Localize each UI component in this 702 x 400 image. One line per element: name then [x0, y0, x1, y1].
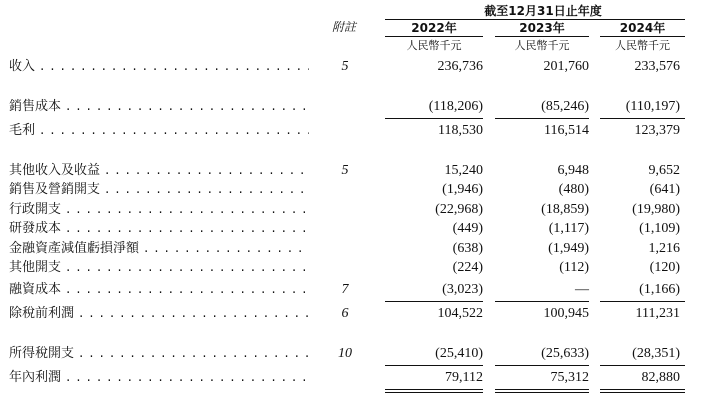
row-label-rnd-costs: 研發成本 . . .: [9, 220, 309, 238]
value-profit-for-year-2024: 82,880: [641, 370, 680, 385]
value-income-tax-2023: (25,633): [541, 346, 589, 361]
value-impairment-2022: (638): [452, 241, 483, 256]
value-admin-expenses-2022: (22,968): [435, 202, 483, 217]
row-label-cost-of-sales: 銷售成本 . . .: [9, 98, 309, 116]
value-other-income-2024: 9,652: [648, 163, 680, 178]
value-profit-before-tax-2024: 111,231: [635, 306, 680, 321]
subtotal-rule-2022: [385, 118, 483, 119]
unit-label-2022: 人民幣千元: [406, 39, 462, 52]
value-profit-before-tax-2022: 104,522: [437, 306, 483, 321]
value-revenue-2022: 236,736: [437, 59, 483, 74]
row-label-other-income: 其他收入及收益 . . .: [9, 162, 309, 180]
row-note-finance-costs: 7: [341, 282, 349, 297]
subtotal-rule-2022: [385, 301, 483, 302]
value-impairment-2023: (1,949): [548, 241, 589, 256]
subtotal-rule-2023: [495, 118, 589, 119]
value-revenue-2024: 233,576: [634, 59, 680, 74]
value-rnd-costs-2022: (449): [452, 221, 483, 236]
value-profit-for-year-2023: 75,312: [550, 370, 589, 385]
value-other-expenses-2024: (120): [649, 260, 680, 275]
subtotal-rule-2024: [600, 301, 685, 302]
row-label-impairment: 金融資產減值虧損淨額 . . .: [9, 240, 309, 258]
value-cost-of-sales-2024: (110,197): [625, 99, 680, 114]
double-rule-2022-upper: [385, 389, 483, 390]
year-header-2024: 2024年: [619, 21, 666, 35]
value-admin-expenses-2023: (18,859): [541, 202, 589, 217]
value-finance-costs-2024: (1,166): [639, 282, 680, 297]
year-rule-2022: [385, 36, 483, 37]
header-rule: [385, 19, 685, 20]
row-label-admin-expenses: 行政開支 . . .: [9, 201, 309, 219]
value-cost-of-sales-2023: (85,246): [541, 99, 589, 114]
row-label-gross-profit: 毛利 . . .: [9, 122, 309, 140]
subtotal-rule-2023: [495, 365, 589, 366]
subtotal-rule-2024: [600, 365, 685, 366]
year-header-2023: 2023年: [519, 21, 565, 35]
row-note-profit-before-tax: 6: [341, 306, 349, 321]
row-label-finance-costs: 融資成本 . . .: [9, 281, 309, 299]
value-gross-profit-2022: 118,530: [438, 123, 483, 138]
value-gross-profit-2023: 116,514: [544, 123, 589, 138]
double-rule-2024-upper: [600, 389, 685, 390]
subtotal-rule-2023: [495, 301, 589, 302]
value-profit-for-year-2022: 79,112: [445, 370, 483, 385]
double-rule-2022-lower: [385, 392, 483, 393]
value-income-tax-2022: (25,410): [435, 346, 483, 361]
value-gross-profit-2024: 123,379: [634, 123, 680, 138]
double-rule-2023-upper: [495, 389, 589, 390]
value-other-income-2023: 6,948: [557, 163, 589, 178]
row-note-income-tax: 10: [338, 346, 352, 361]
row-label-other-expenses: 其他開支 . . .: [9, 259, 309, 277]
value-other-income-2022: 15,240: [444, 163, 483, 178]
value-revenue-2023: 201,760: [543, 59, 589, 74]
value-selling-marketing-2024: (641): [649, 182, 680, 197]
value-selling-marketing-2023: (480): [558, 182, 589, 197]
subtotal-rule-2022: [385, 365, 483, 366]
double-rule-2024-lower: [600, 392, 685, 393]
subtotal-rule-2024: [600, 118, 685, 119]
value-other-expenses-2023: (112): [559, 260, 589, 275]
double-rule-2023-lower: [495, 392, 589, 393]
row-note-revenue: 5: [341, 59, 349, 74]
row-label-revenue: 收入 . . .: [9, 58, 309, 76]
value-admin-expenses-2024: (19,980): [632, 202, 680, 217]
unit-label-2023: 人民幣千元: [514, 39, 570, 52]
value-selling-marketing-2022: (1,946): [442, 182, 483, 197]
value-profit-before-tax-2023: 100,945: [543, 306, 589, 321]
year-rule-2023: [495, 36, 589, 37]
unit-label-2024: 人民幣千元: [615, 39, 670, 52]
row-label-selling-marketing: 銷售及營銷開支 . . .: [9, 181, 309, 199]
value-cost-of-sales-2022: (118,206): [428, 99, 483, 114]
value-impairment-2024: 1,216: [648, 241, 680, 256]
period-header: 截至12月31日止年度: [484, 4, 602, 18]
value-rnd-costs-2024: (1,109): [639, 221, 680, 236]
row-label-profit-for-year: 年內利潤 . . .: [9, 369, 309, 387]
value-finance-costs-2022: (3,023): [442, 282, 483, 297]
row-label-profit-before-tax: 除稅前利潤 . . .: [9, 305, 309, 323]
value-finance-costs-2023: —: [575, 282, 589, 297]
value-income-tax-2024: (28,351): [632, 346, 680, 361]
row-label-income-tax: 所得稅開支 . . .: [9, 345, 309, 363]
value-other-expenses-2022: (224): [452, 260, 483, 275]
value-rnd-costs-2023: (1,117): [548, 221, 589, 236]
note-column-header: 附註: [331, 20, 356, 34]
row-note-other-income: 5: [341, 163, 349, 178]
year-rule-2024: [600, 36, 685, 37]
year-header-2022: 2022年: [411, 21, 457, 35]
